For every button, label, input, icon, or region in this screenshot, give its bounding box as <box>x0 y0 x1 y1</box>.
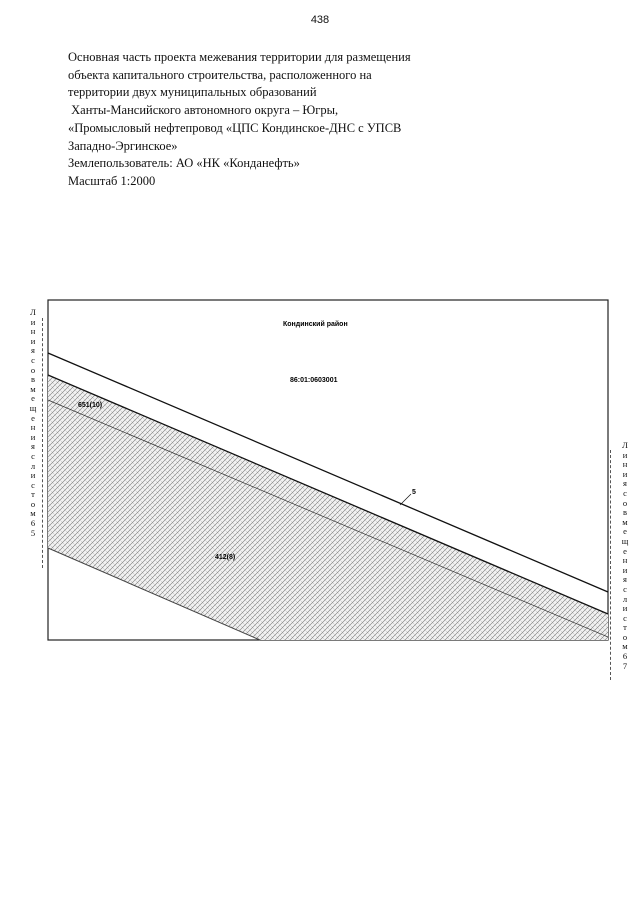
header-line: Землепользователь: АО «НК «Конданефть» <box>68 156 300 171</box>
header-line: территории двух муниципальных образований <box>68 85 317 100</box>
header-line: Основная часть проекта межевания территории для размещения <box>68 50 411 64</box>
page-number: 438 <box>310 14 330 26</box>
header-line: «Промысловый нефтепровод «ЦПС Кондинское-ДНС с УПСВ <box>68 120 402 135</box>
parcel-label-412: 412(8) <box>215 554 236 561</box>
line-number-label: 5 <box>412 489 416 496</box>
left-match-line-label: Л и н и я с о в м е щ е н и я с л и с т о м 6 5 <box>29 307 37 538</box>
header-line: объекта капитального строительства, расположенного на <box>68 67 372 82</box>
district-label: Кондинский район <box>283 321 348 328</box>
header-line: Ханты-Мансийского автономного округа – Югры, <box>68 103 339 118</box>
cadastral-number-label: 86:01:0603001 <box>290 377 338 384</box>
header-line: Масштаб 1:2000 <box>68 173 156 188</box>
header-line: Западно-Эргинское» <box>68 138 178 153</box>
parcel-label-651: 651(10) <box>78 402 103 409</box>
right-match-line-label: Л и н и я с о в м е щ е н и я с л и с т о м 6 7 <box>621 440 629 671</box>
